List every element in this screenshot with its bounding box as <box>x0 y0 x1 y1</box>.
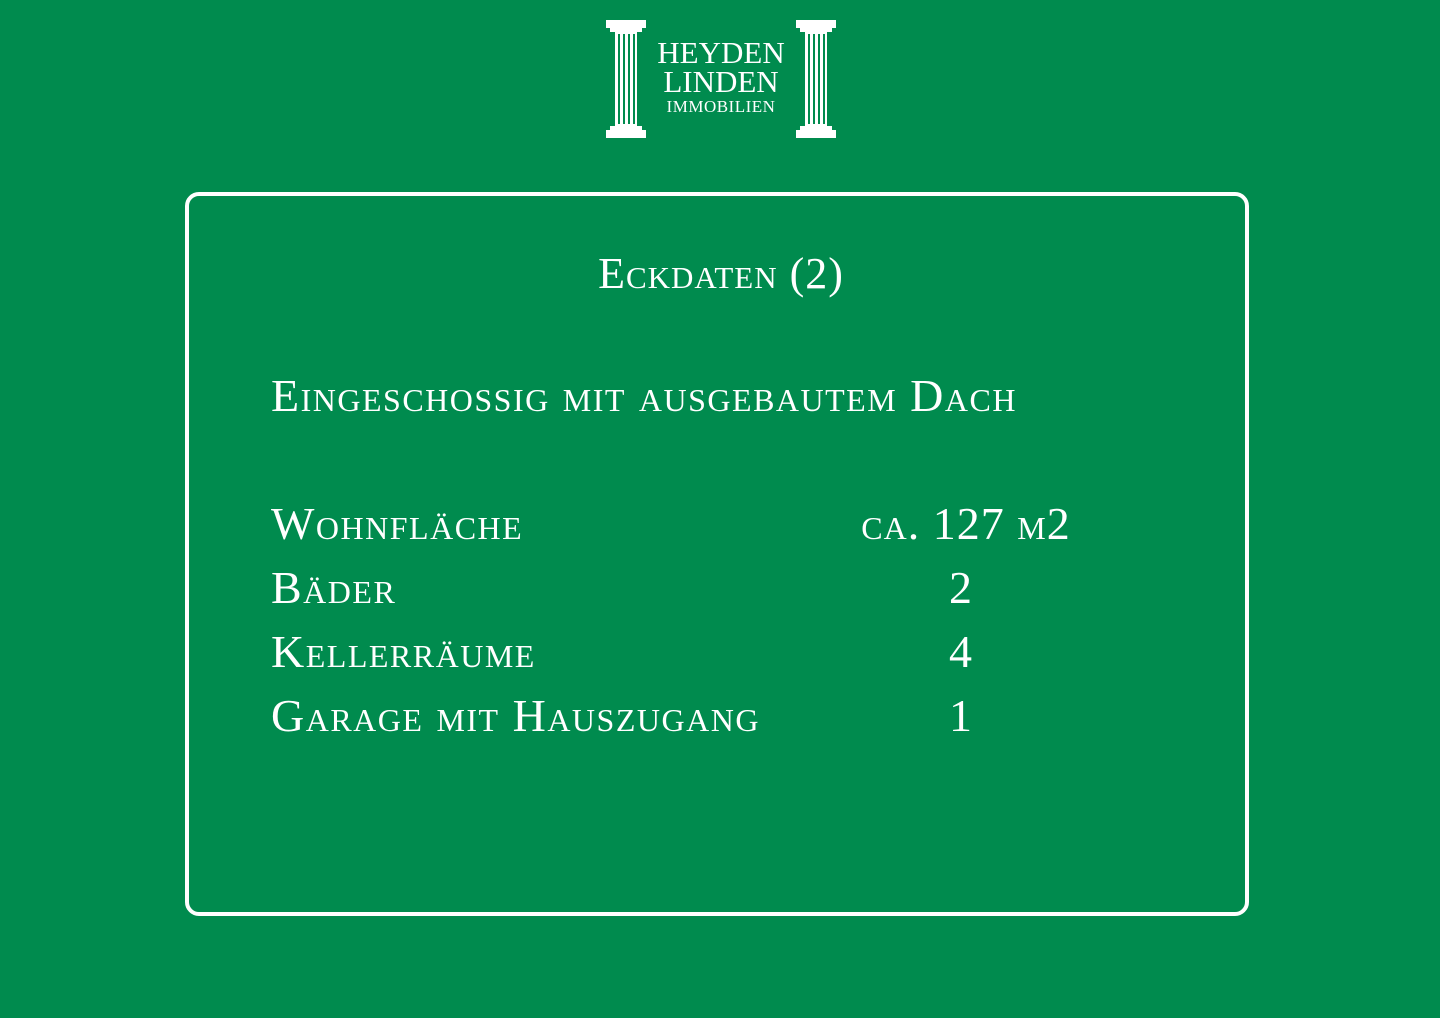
logo-line-heyden: HEYDEN <box>657 35 785 70</box>
column-icon <box>796 20 836 138</box>
fact-row-bathrooms <box>271 560 1171 624</box>
fact-row-cellar-rooms <box>271 624 1171 688</box>
column-icon <box>606 20 646 138</box>
fact-value: ca. 127 m2 <box>861 498 1071 549</box>
fact-label: Bäder <box>271 562 397 613</box>
key-data-panel <box>185 192 1249 916</box>
fact-label: Wohnfläche <box>271 498 524 549</box>
panel-heading: Eckdaten (2) <box>598 249 844 298</box>
fact-label: Garage mit Hauszugang <box>271 690 760 741</box>
logo-line-linden: LINDEN <box>663 64 779 99</box>
logo-line-immobilien: IMMOBILIEN <box>666 97 776 116</box>
company-logo <box>606 20 836 138</box>
fact-row-garage <box>271 688 1171 752</box>
fact-value: 1 <box>949 690 973 741</box>
panel-subheading: Eingeschossig mit ausgebautem Dach <box>271 370 1017 421</box>
fact-label: Kellerräume <box>271 626 536 677</box>
fact-value: 2 <box>949 562 973 613</box>
facts-list <box>271 496 1171 752</box>
logo-wordmark <box>648 35 794 118</box>
fact-value: 4 <box>949 626 973 677</box>
fact-row-living-area <box>271 496 1171 560</box>
